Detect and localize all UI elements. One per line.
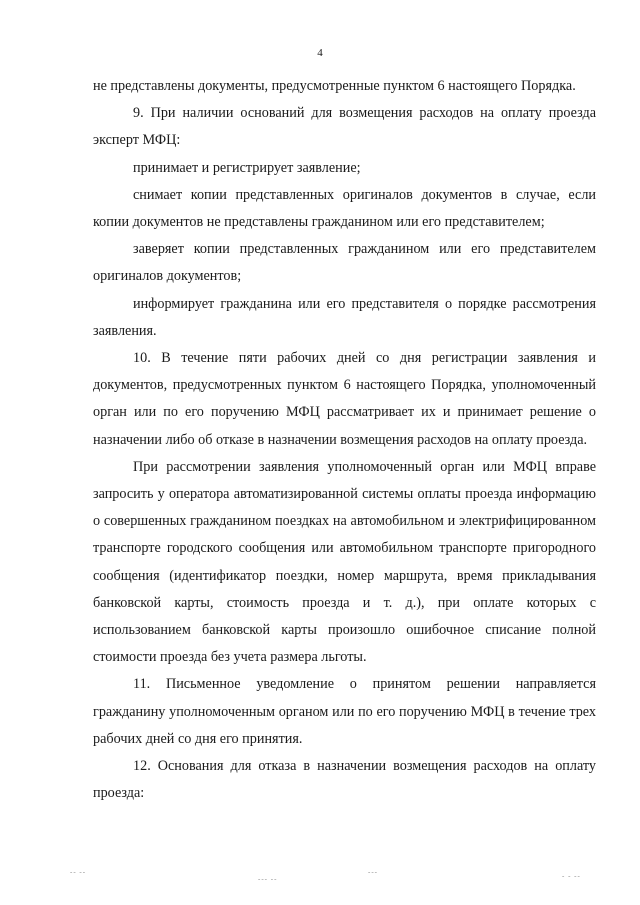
paragraph-item-9: 9. При наличии оснований для возмещения расходов на оплату проезда эксперт МФЦ: [93, 105, 596, 149]
paragraph-item-12: 12. Основания для отказа в назначении возмещения расходов на оплату проезда: [93, 758, 596, 802]
paragraph-request-info: При рассмотрении заявления уполномоченный орган или МФЦ вправе запросить у оператора автоматизированной системы оплаты проезда информацию о совершенных гражданином поездках на автомобильном и электрифицированном транспорте городского сообщения или автомобильном транспорте пригородного сообщения (идентификатор поездки, номер маршрута, время прикладывания банковской карты, стоимость проезда и т. д.), при оплате которых с использованием банковской карты произошло ошибочное списание полной стоимости проезда без учета размера льготы. [93, 458, 596, 666]
paragraph-informs: информирует гражданина или его представителя о порядке рассмотрения заявления. [93, 295, 596, 339]
scan-mark: -- -- [70, 868, 87, 876]
paragraph-item-10: 10. В течение пяти рабочих дней со дня регистрации заявления и документов, предусмотренных пунктом 6 настоящего Порядка, уполномоченный орган или по его поручению МФЦ рассматривает их и принимает решение о назначении либо об отказе в назначении возмещения расходов на оплату проезда. [93, 350, 596, 448]
page-number: 4 [317, 47, 323, 59]
scan-mark: - - -- [562, 872, 581, 880]
scan-mark: --- -- [258, 875, 278, 883]
paragraph-certifies-copies: заверяет копии представленных гражданином или его представителем оригиналов документов; [93, 241, 596, 285]
paragraph-item-11: 11. Письменное уведомление о принятом решении направляется гражданину уполномоченным органом или по его поручению МФЦ в течение трех рабочих дней со дня его принятия. [93, 676, 596, 747]
paragraph-continuation: не представлены документы, предусмотренные пунктом 6 настоящего Порядка. [93, 78, 576, 94]
paragraph-makes-copies: снимает копии представленных оригиналов документов в случае, если копии документов не представлены гражданином или его представителем; [93, 186, 596, 231]
paragraph-accepts-registers: принимает и регистрирует заявление; [133, 159, 361, 176]
document-body [93, 73, 596, 807]
scan-mark: --- [368, 868, 378, 876]
